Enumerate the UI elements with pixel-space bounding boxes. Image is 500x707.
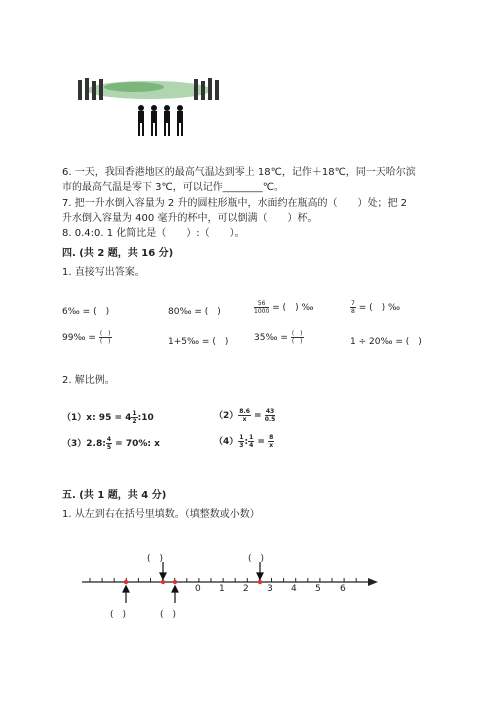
s4q2-eq1: （1）x: 95 = 4 $\frac{1}{2}$ :10 xyxy=(62,410,154,425)
nl-blank-bottom-1: ( ) xyxy=(110,610,127,620)
s4q2-eq4: （4） $\frac{1}{3}$ : $\frac{1}{4}$ = $\frac{8}{x}$ xyxy=(214,434,274,449)
s4q1-r1-a: 6‰ = ( ) xyxy=(62,307,110,317)
nl-tick-6: 6 xyxy=(340,584,346,594)
nl-tick-1: 1 xyxy=(219,584,225,594)
s4q1-prompt: 1. 直接写出答案。 xyxy=(62,267,145,278)
people-silhouettes xyxy=(74,74,224,144)
nl-blank-top-1: ( ) xyxy=(147,554,164,564)
section-5-title: 五. (共 1 题，共 4 分) xyxy=(62,490,167,501)
nl-blank-bottom-2: ( ) xyxy=(160,610,177,620)
s4q1-r2-b: 1+5‰ = ( ) xyxy=(168,337,229,347)
q6-line1: 6. 一天，我国香港地区的最高气温达到零上 18℃，记作＋18℃，同一天哈尔滨 xyxy=(62,167,416,178)
q8-text: 8. 0.4:0. 1 化简比是（ ）:（ ）。 xyxy=(62,228,245,239)
s4q1-r1-c: $\frac{56}{1000}$ = ( ) ‰ xyxy=(254,300,314,315)
s5q1-prompt: 1. 从左到右在括号里填数。（填整数或小数） xyxy=(62,509,260,520)
s4q1-r2-c: 35‰ = $\frac{( )}{( )}$ xyxy=(254,330,303,345)
nl-blank-top-2: ( ) xyxy=(248,554,265,564)
s4q1-r2-d: 1 ÷ 20‰ = ( ) xyxy=(350,337,422,347)
q7-line1: 7. 把一升水倒入容量为 2 升的圆柱形瓶中，水面约在瓶高的（ ）处；把 2 xyxy=(62,198,407,209)
nl-tick-4: 4 xyxy=(291,584,297,594)
nl-tick-0: 0 xyxy=(195,584,201,594)
s4q2-eq3: （3）2.8: $\frac{4}{5}$ = 70%: x xyxy=(62,436,160,451)
s4q2-eq2: （2） $\frac{8.6}{x}$ = $\frac{43}{0.5}$ xyxy=(214,408,276,423)
section-4-title: 四. (共 2 题，共 16 分) xyxy=(62,248,174,259)
s4q1-r1-d: $\frac{7}{8}$ = ( ) ‰ xyxy=(351,300,401,315)
nl-tick-2: 2 xyxy=(243,584,249,594)
s4q1-r1-b: 80‰ = ( ) xyxy=(168,307,221,317)
s4q1-r2-a: 99‰ = $\frac{( )}{( )}$ xyxy=(62,330,111,345)
nl-tick-3: 3 xyxy=(267,584,273,594)
s4q2-prompt: 2. 解比例。 xyxy=(62,375,115,386)
nl-tick-5: 5 xyxy=(315,584,321,594)
q7-line2: 升水倒入容量为 400 毫升的杯中，可以倒满（ ）杯。 xyxy=(62,213,318,224)
q6-line2: 市的最高气温是零下 3℃，可以记作________℃。 xyxy=(62,182,285,193)
